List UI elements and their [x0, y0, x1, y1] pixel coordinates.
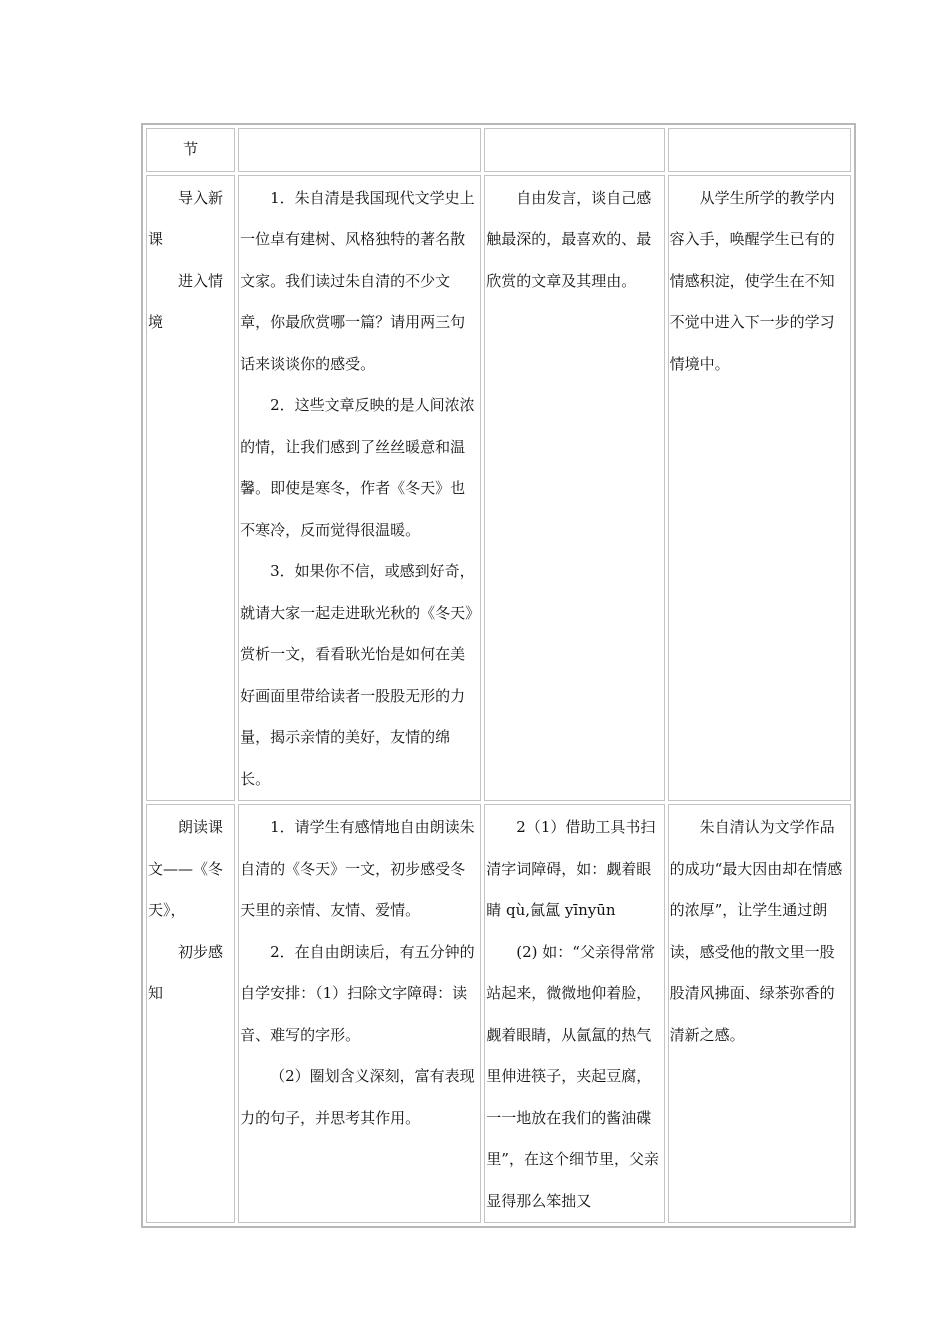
stage-cell	[146, 175, 235, 802]
student-activity-cell	[484, 804, 664, 1223]
stage-label: 初步感知	[148, 942, 224, 1002]
student-paragraph: (2) 如：“父亲得常常站起来，微微地仰着脸，觑着眼睛，从氤氲的热气里伸进筷子，夹起豆腐，一一地放在我们的酱油碟里”，在这个细节里，父亲显得那么笨拙又	[486, 942, 659, 1210]
lesson-plan-table	[141, 123, 856, 1228]
header-cell-student	[484, 128, 664, 172]
design-intent-cell	[668, 804, 851, 1223]
header-cell-teacher	[238, 128, 481, 172]
header-cell-intent	[668, 128, 851, 172]
teacher-paragraph: 1．请学生有感情地自由朗读朱自清的《冬天》一文，初步感受冬天里的亲情、友情、爱情。	[240, 818, 475, 919]
intent-paragraph: 从学生所学的教学内容入手，唤醒学生已有的情感积淀，使学生在不知不觉中进入下一步的学习情境中。	[669, 188, 835, 373]
table-header-row	[146, 128, 851, 172]
header-cell-stage: 节	[146, 128, 235, 172]
table-row	[146, 804, 851, 1223]
stage-label: 导入新课	[148, 188, 224, 248]
student-activity-cell	[484, 175, 664, 802]
teacher-activity-cell	[238, 175, 481, 802]
teacher-paragraph: 2．在自由朗读后，有五分钟的自学安排：（1）扫除文字障碍：读音、难写的字形。	[240, 942, 475, 1044]
stage-label: 朗读课文——《冬天》，	[148, 818, 224, 919]
stage-cell	[146, 804, 235, 1223]
teacher-paragraph: 1．朱自清是我国现代文学史上一位卓有建树、风格独特的著名散文家。我们读过朱自清的不少文章，你最欣赏哪一篇？请用两三句话来谈谈你的感受。	[240, 188, 475, 373]
teacher-paragraph: 3．如果你不信，或感到好奇，就请大家一起走进耿光秋的《冬天》赏析一文，看看耿光怡是如何在美好画面里带给读者一股股无形的力量，揭示亲情的美好，友情的绵长。	[240, 562, 475, 788]
teacher-paragraph: （2）圈划含义深刻，富有表现力的句子，并思考其作用。	[240, 1067, 475, 1127]
teacher-activity-cell	[238, 804, 481, 1223]
teacher-paragraph: 2．这些文章反映的是人间浓浓的情，让我们感到了丝丝暖意和温馨。即使是寒冬，作者《冬天》也不寒冷，反而觉得很温暖。	[240, 396, 475, 539]
design-intent-cell	[668, 175, 851, 802]
table-row	[146, 175, 851, 802]
stage-label: 进入情境	[148, 271, 224, 331]
student-paragraph: 自由发言，谈自己感触最深的，最喜欢的、最欣赏的文章及其理由。	[486, 188, 652, 290]
intent-paragraph: 朱自清认为文学作品的成功“最大因由却在情感的浓厚”，让学生通过朗读，感受他的散文里一股股清风拂面、绿茶弥香的清新之感。	[669, 818, 843, 1044]
student-paragraph: 2（1）借助工具书扫清字词障碍，如：觑着眼睛 qù,氤氲 yīnyūn	[486, 818, 656, 919]
